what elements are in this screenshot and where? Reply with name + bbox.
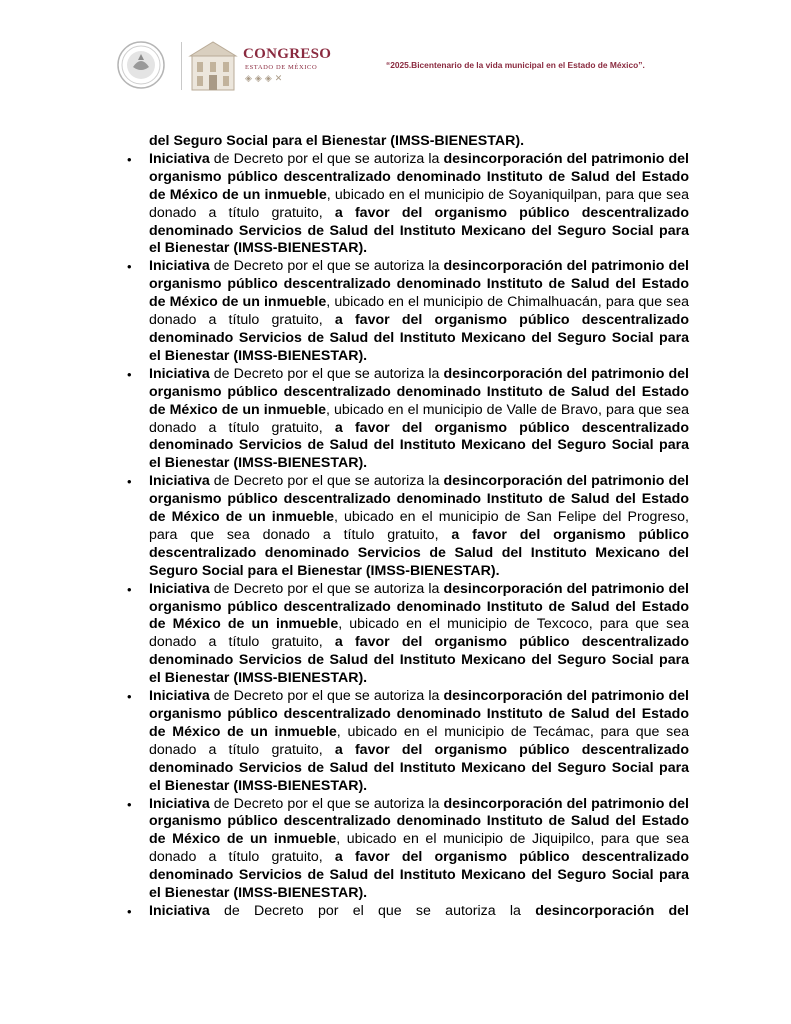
bullet-icon: •	[127, 366, 132, 382]
continued-text: del Seguro Social para el Bienestar (IMSS-BIENESTAR).	[149, 133, 525, 149]
list-item: • Iniciativa de Decreto por el que se autoriza la desincorporación del patrimonio del organismo público descentralizado denominado Instituto de Salud del Estado de México de un inmueble, ubicado en el municipio de San Felipe del Progreso, para que sea donado a título gratuito, a favor del organismo público descentralizado denominado Servicios de Salud del Instituto Mexicano del Seguro Social para el Bienestar (IMSS-BIENESTAR).	[127, 473, 689, 579]
bullet-icon: •	[127, 259, 132, 275]
bullet-icon: •	[127, 474, 132, 490]
congreso-wordmark: CONGRESO	[243, 46, 332, 62]
header-motto: “2025.Bicentenario de la vida municipal en el Estado de México”.	[386, 60, 645, 70]
ornament-icon: ◈◈◈✕	[245, 73, 286, 83]
coat-of-arms-seal-icon	[116, 40, 166, 90]
list-item: • Iniciativa de Decreto por el que se autoriza la desincorporación del patrimonio del organismo público descentralizado denominado Instituto de Salud del Estado de México de un inmueble, ubicado en el municipio de Jiquipilco, para que sea donado a título gratuito, a favor del organismo público descentralizado denominado Servicios de Salud del Instituto Mexicano del Seguro Social para el Bienestar (IMSS-BIENESTAR).	[127, 795, 690, 902]
estado-de-mexico-label: ESTADO DE MÉXICO	[245, 64, 318, 71]
bullet-icon: •	[127, 151, 132, 167]
list-item: • Iniciativa de Decreto por el que se autoriza la desincorporación del patrimonio del organismo público descentralizado denominado Instituto de Salud del Estado de México de un inmueble, ubicado en el municipio de Chimalhuacán, para que sea donado a título gratuito, a favor del organismo público descentralizado denominado Servicios de Salud del Instituto Mexicano del Seguro Social para el Bienestar (IMSS-BIENESTAR).	[127, 258, 689, 364]
document-body	[127, 133, 690, 921]
list-item: • Iniciativa de Decreto por el que se autoriza la desincorporación del	[127, 902, 689, 919]
list-item: • Iniciativa de Decreto por el que se autoriza la desincorporación del patrimonio del organismo público descentralizado denominado Instituto de Salud del Estado de México de un inmueble, ubicado en el municipio de Tecámac, para que sea donado a título gratuito, a favor del organismo público descentralizado denominado Servicios de Salud del Instituto Mexicano del Seguro Social para el Bienestar (IMSS-BIENESTAR).	[127, 688, 689, 794]
bullet-icon: •	[127, 796, 132, 812]
header-divider	[181, 42, 182, 90]
list-item: • Iniciativa de Decreto por el que se autoriza la desincorporación del patrimonio del organismo público descentralizado denominado Instituto de Salud del Estado de México de un inmueble, ubicado en el municipio de Texcoco, para que sea donado a título gratuito, a favor del organismo público descentralizado denominado Servicios de Salud del Instituto Mexicano del Seguro Social para el Bienestar (IMSS-BIENESTAR).	[127, 580, 689, 687]
congress-building-logo-icon	[188, 38, 238, 92]
bullet-icon: •	[127, 689, 132, 705]
page-header	[0, 0, 791, 110]
bullet-icon: •	[127, 581, 132, 597]
continued-paragraph	[149, 133, 689, 151]
bullet-icon: •	[127, 903, 132, 919]
initiatives-list	[127, 150, 690, 921]
list-item: • Iniciativa de Decreto por el que se autoriza la desincorporación del patrimonio del organismo público descentralizado denominado Instituto de Salud del Estado de México de un inmueble, ubicado en el municipio de Valle de Bravo, para que sea donado a título gratuito, a favor del organismo público descentralizado denominado Servicios de Salud del Instituto Mexicano del Seguro Social para el Bienestar (IMSS-BIENESTAR).	[127, 365, 689, 472]
list-item: • Iniciativa de Decreto por el que se autoriza la desincorporación del patrimonio del organismo público descentralizado denominado Instituto de Salud del Estado de México de un inmueble, ubicado en el municipio de Soyaniquilpan, para que sea donado a título gratuito, a favor del organismo público descentralizado denominado Servicios de Salud del Instituto Mexicano del Seguro Social para el Bienestar (IMSS-BIENESTAR).	[127, 150, 690, 257]
